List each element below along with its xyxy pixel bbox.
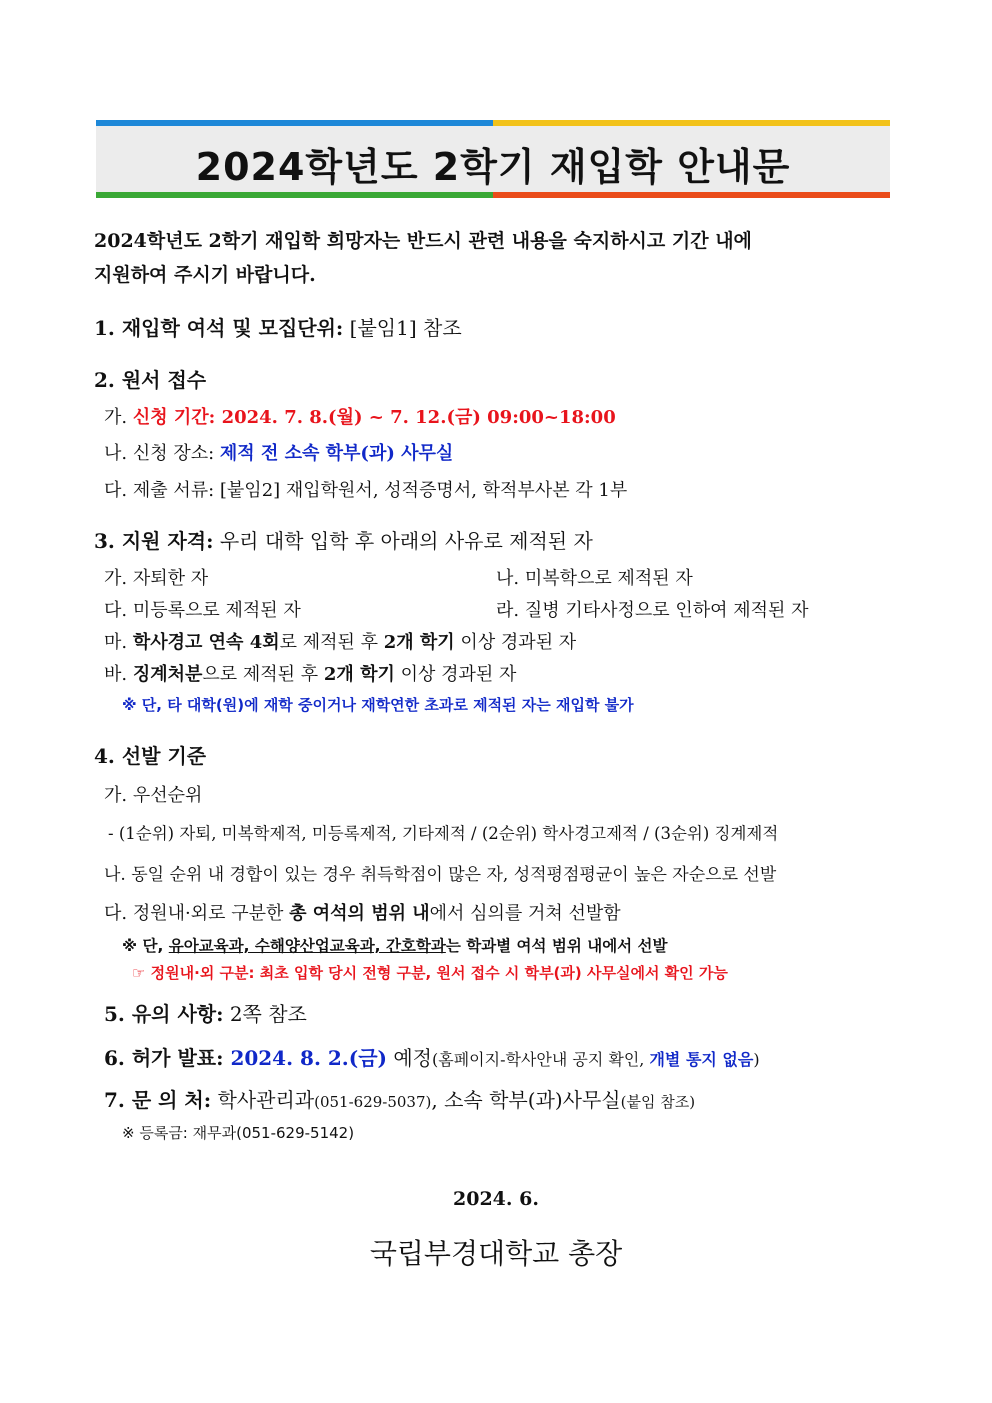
section-3-label: 3. 지원 자격:: [94, 529, 214, 553]
section-4-item-a-detail: - (1순위) 자퇴, 미복학제적, 미등록제적, 기타제적 / (2순위) 학사경고제적 / (3순위) 징계제적: [108, 824, 779, 843]
section-2-item-b: [104, 439, 453, 465]
section-4-heading: 4. 선발 기준: [94, 744, 207, 768]
text: 로 제적된 후: [279, 632, 384, 653]
item-prefix: 가.: [104, 407, 133, 428]
text: ): [753, 1050, 760, 1069]
section-3-note: ※ 단, 타 대학(원)에 재학 중이거나 재학연한 초과로 제적된 자는 재입학 불가: [122, 696, 634, 714]
section-3-item-d: 라. 질병 기타사정으로 인하여 제적된 자: [496, 600, 809, 621]
section-4-item-a: 가. 우선순위: [104, 785, 203, 806]
text: 이상 경과된 자: [394, 664, 517, 685]
text: (홈페이지-학사안내 공지 확인,: [432, 1050, 650, 1069]
text: 예정: [387, 1046, 432, 1070]
department-list: 유아교육과, 수해양산업교육과, 간호학과: [168, 937, 446, 955]
section-7-note: ※ 등록금: 재무과(051-629-5142): [122, 1124, 355, 1142]
page-title: 2024학년도 2학기 재입학 안내문: [195, 145, 791, 189]
item-prefix: 바.: [104, 664, 133, 685]
section-5-label: 5. 유의 사항:: [104, 1002, 224, 1026]
section-3-item-b: 나. 미복학으로 제적된 자: [496, 568, 693, 589]
intro-line-1: 2024학년도 2학기 재입학 희망자는 반드시 관련 내용을 숙지하시고 기간 내에: [94, 230, 752, 252]
announcement-date: 2024. 8. 2.(금): [230, 1046, 387, 1070]
section-4-item-b: 나. 동일 순위 내 경합이 있는 경우 취득학점이 많은 자, 성적평점평균이 높은 자순으로 선발: [104, 865, 777, 885]
section-3-item-a: 가. 자퇴한 자: [104, 568, 209, 589]
section-5: [104, 998, 307, 1027]
section-2-item-a: [104, 403, 616, 429]
item-prefix: 마.: [104, 632, 133, 653]
banner-bottom-bar-green: [96, 192, 493, 198]
no-individual-notice: 개별 통지 없음: [649, 1050, 754, 1069]
section-3-item-f: [104, 660, 516, 686]
section-6: [104, 1042, 760, 1071]
text: 다. 정원내·외로 구분한: [104, 903, 290, 924]
section-2-heading: 2. 원서 접수: [94, 368, 207, 392]
section-4-note-2: ☞ 정원내·외 구분: 최초 입학 당시 전형 구분, 원서 접수 시 학부(과) 사무실에서 확인 가능: [132, 964, 728, 982]
title-banner: [96, 120, 890, 198]
text: 는 학과별 여석 범위 내에서 선발: [445, 937, 668, 955]
emphasis: 2개 학기: [323, 664, 395, 685]
signature: 국립부경대학교 총장: [369, 1237, 623, 1270]
section-7-label: 7. 문 의 처:: [104, 1088, 212, 1112]
application-place: 제적 전 소속 학부(과) 사무실: [219, 443, 454, 464]
section-1: [94, 312, 462, 341]
text: (붙임 참조): [620, 1093, 696, 1111]
section-4-item-c: [104, 899, 621, 925]
text: ※ 단,: [122, 937, 169, 955]
section-3: [94, 525, 593, 554]
emphasis: 학사경고 연속 4회: [132, 632, 280, 653]
text: 학사관리과: [211, 1088, 315, 1112]
section-4-note-1: [122, 934, 668, 956]
phone-number: (051-629-5037): [314, 1093, 432, 1111]
emphasis: 징계처분: [132, 664, 203, 685]
issue-date: 2024. 6.: [453, 1188, 539, 1210]
item-prefix: 나. 신청 장소:: [104, 443, 220, 464]
banner-top-bar-yellow: [493, 120, 890, 126]
text: 으로 제적된 후: [202, 664, 324, 685]
text: 에서 심의를 거쳐 선발함: [429, 903, 621, 924]
emphasis: 총 여석의 범위 내: [289, 903, 430, 924]
section-3-item-e: [104, 628, 576, 654]
emphasis: 2개 학기: [383, 632, 455, 653]
section-3-value: 우리 대학 입학 후 아래의 사유로 제적된 자: [213, 529, 593, 553]
section-5-value: 2쪽 참조: [223, 1002, 307, 1026]
section-7: [104, 1084, 695, 1113]
banner-bottom-bar-orange: [493, 192, 890, 198]
section-1-label: 1. 재입학 여석 및 모집단위:: [94, 316, 344, 340]
section-3-item-c: 다. 미등록으로 제적된 자: [104, 600, 301, 621]
application-period: 신청 기간: 2024. 7. 8.(월) ~ 7. 12.(금) 09:00~18:00: [132, 407, 616, 428]
section-2-item-c: 다. 제출 서류: [붙임2] 재입학원서, 성적증명서, 학적부사본 각 1부: [104, 480, 628, 501]
intro-line-2: 지원하여 주시기 바랍니다.: [94, 264, 316, 286]
text: , 소속 학부(과)사무실: [431, 1088, 621, 1112]
banner-top-bar-blue: [96, 120, 493, 126]
section-1-value: [붙임1] 참조: [343, 316, 462, 340]
text: 이상 경과된 자: [454, 632, 577, 653]
section-6-label: 6. 허가 발표:: [104, 1046, 231, 1070]
